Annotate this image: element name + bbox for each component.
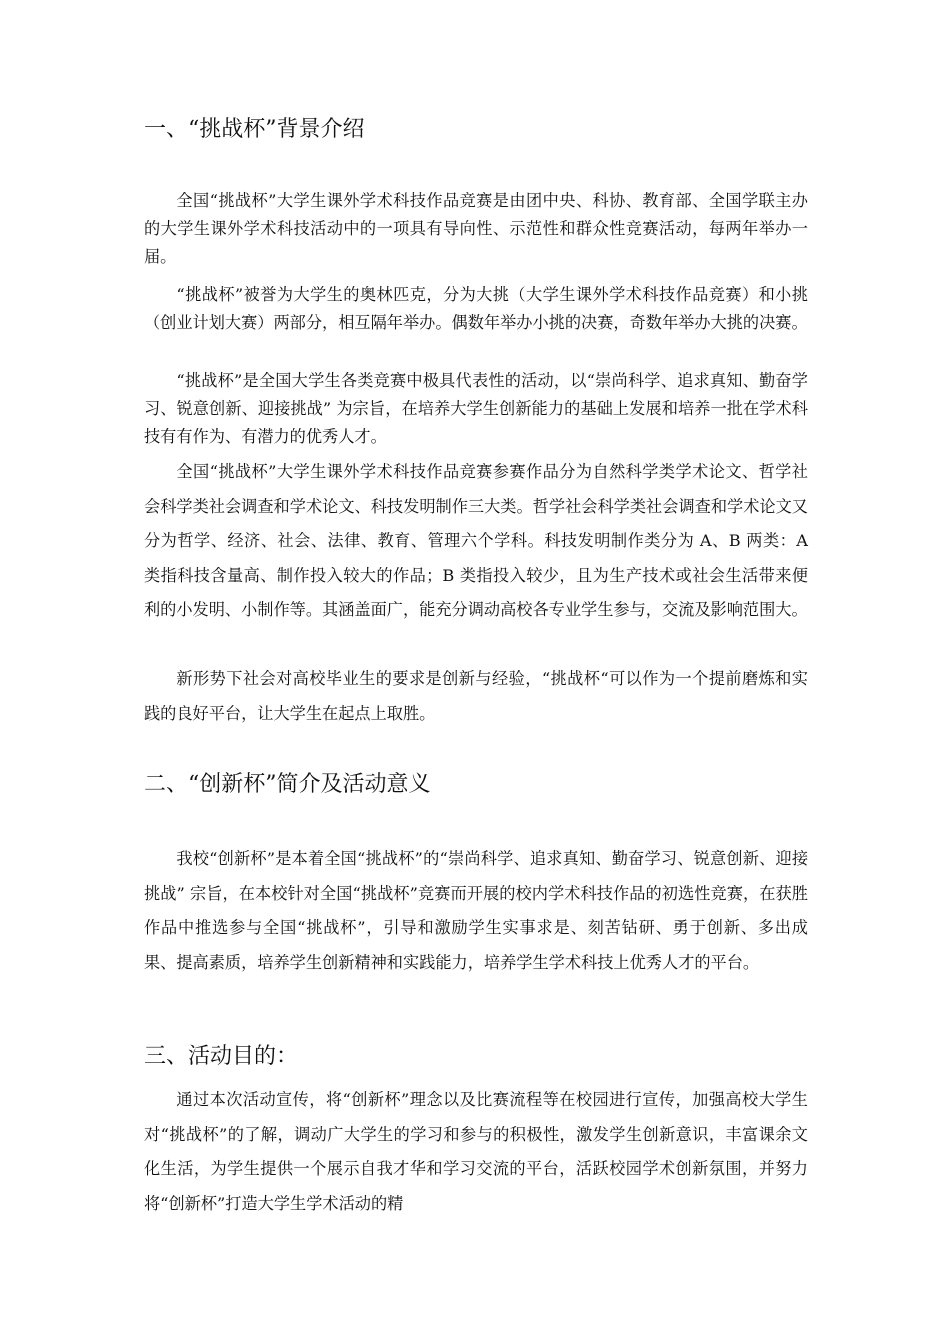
- paragraph-innovation-cup-intro: 我校“创新杯”是本着全国“挑战杯”的“崇尚科学、追求真知、勤奋学习、锐意创新、迎接挑战” 宗旨，在本校针对全国“挑战杯”竞赛而开展的校内学术科技作品的初选性竞赛，在获胜作品中推选参与全国“挑战杯”，引导和激励学生实事求是、刻苦钻研、勇于创新、多出成果、提高素质，培养学生创新精神和实践能力，培养学生学术科技上优秀人才的平台。: [144, 849, 808, 972]
- paragraph-challenge-cup-overview: 全国“挑战杯”大学生课外学术科技作品竞赛是由团中央、科协、教育部、全国学联主办的大学生课外学术科技活动中的一项具有导向性、示范性和群众性竞赛活动，每两年举办一届。: [144, 191, 808, 266]
- section-heading-innovation-cup: 二、“创新杯”简介及活动意义: [144, 772, 431, 797]
- section-heading-activity-purpose: 三、活动目的：: [144, 1044, 299, 1069]
- paragraph-challenge-cup-purpose: “挑战杯”是全国大学生各类竞赛中极具代表性的活动，以“崇尚科学、追求真知、勤奋学习、锐意创新、迎接挑战” 为宗旨，在培养大学生创新能力的基础上发展和培养一批在学术科技有有作为、有潜力的优秀人才。: [144, 371, 808, 446]
- paragraph-activity-purpose: 通过本次活动宣传，将“创新杯”理念以及比赛流程等在校园进行宣传，加强高校大学生对“挑战杯”的了解，调动广大学生的学习和参与的积极性，激发学生创新意识，丰富课余文化生活，为学生提供一个展示自我才华和学习交流的平台，活跃校园学术创新氛围，并努力将“创新杯”打造大学生学术活动的精: [144, 1090, 808, 1213]
- paragraph-challenge-cup-categories: 全国“挑战杯”大学生课外学术科技作品竞赛参赛作品分为自然科学类学术论文、哲学社会科学类社会调查和学术论文、科技发明制作三大类。哲学社会科学类社会调查和学术论文又分为哲学、经济、社会、法律、教育、管理六个学科。科技发明制作类分为 A、B 两类：A 类指科技含量高、制作投入较大的作品；B 类指投入较少，且为生产技术或社会生活带来便利的小发明、小制作等。其涵盖面广，能充分调动高校各专业学生参与，交流及影响范围大。: [144, 462, 808, 619]
- paragraph-challenge-cup-structure: “挑战杯”被誉为大学生的奥林匹克，分为大挑（大学生课外学术科技作品竞赛）和小挑（创业计划大赛）两部分，相互隔年举办。偶数年举办小挑的决赛，奇数年举办大挑的决赛。: [144, 285, 808, 332]
- section-heading-background: 一、“挑战杯”背景介绍: [144, 117, 365, 142]
- paragraph-challenge-cup-value: 新形势下社会对高校毕业生的要求是创新与经验，“挑战杯“可以作为一个提前磨炼和实践的良好平台，让大学生在起点上取胜。: [144, 669, 808, 723]
